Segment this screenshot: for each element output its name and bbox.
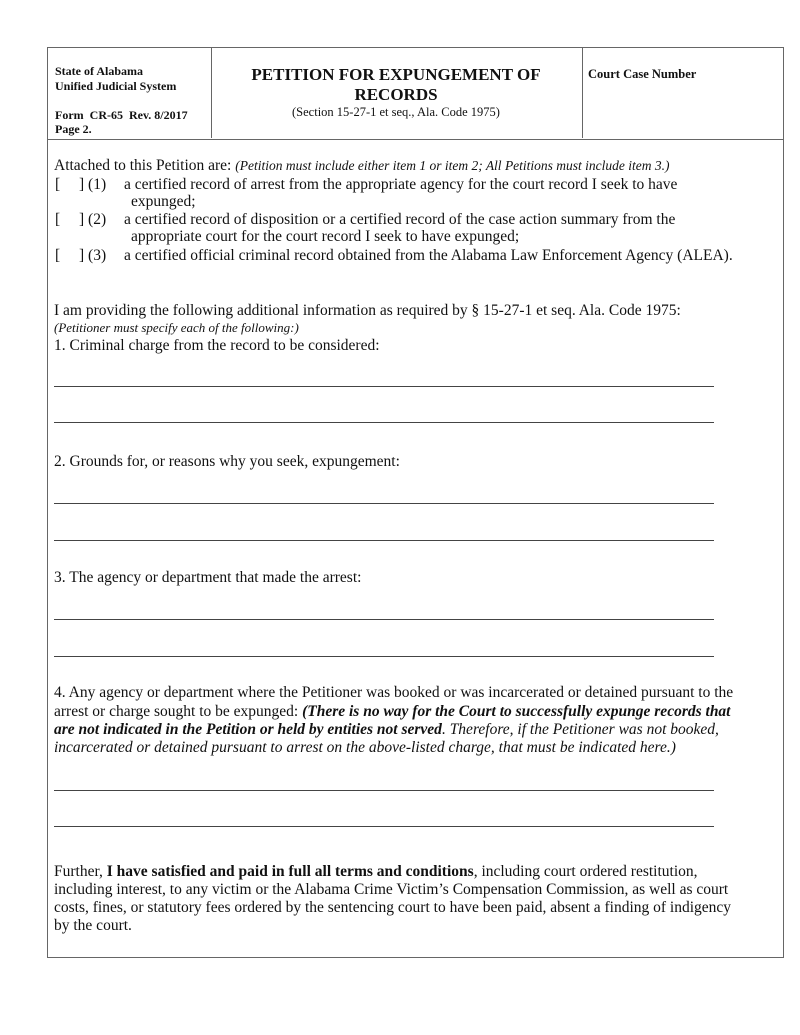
attachments-intro-text: Attached to this Petition are: [54,157,236,174]
q4-text: arrest or charge sought to be expunged: [54,703,303,720]
form-number: Form CR-65 Rev. 8/2017 [55,108,188,122]
answer-1-line-2[interactable] [54,422,714,423]
item-2-text: a certified record of disposition or a certified record of the case action summary from the [124,211,676,228]
info-intro: I am providing the following additional information as required by § 15-27-1 et seq. Ala. Code 1975: [54,302,681,319]
answer-3-line-1[interactable] [54,619,714,620]
checkbox-item-2[interactable]: [ [55,211,61,228]
further-line2: including interest, to any victim or the Alabama Crime Victim’s Compensation Commission, as well as court [54,881,729,898]
question-4-line4: incarcerated or detained pursuant to arrest on the above-listed charge, that must be indicated here.) [54,739,676,756]
further-bold: I have satisfied and paid in full all terms and conditions [106,863,474,880]
answer-4-line-2[interactable] [54,826,714,827]
q4-warning-cont: are not indicated in the Petition or held by entities not served [54,721,442,738]
answer-4-line-1[interactable] [54,790,714,791]
attachments-intro [54,157,670,175]
item-3-text: a certified official criminal record obtained from the Alabama Law Enforcement Agency (ALEA). [124,247,733,264]
question-3: 3. The agency or department that made the arrest: [54,569,362,586]
question-4-line1: 4. Any agency or department where the Petitioner was booked or was incarcerated or detained pursuant to the [54,684,734,701]
item-2-number: ] (2) [79,211,107,228]
page-number: Page 2. [55,122,92,136]
org-line2: Unified Judicial System [55,79,177,93]
further-line3: costs, fines, or statutory fees ordered by the sentencing court to have been paid, absent a finding of indigency [54,899,732,916]
q4-warning: (There is no way for the Court to successfully expunge records that [302,703,731,720]
question-4-line2 [54,703,731,721]
checkbox-item-3[interactable]: [ [55,247,61,264]
question-4-line3 [54,721,719,739]
item-3-number: ] (3) [79,247,107,264]
further-c: , including court ordered restitution, [473,863,698,880]
further-a: Further, [54,863,107,880]
question-2: 2. Grounds for, or reasons why you seek, expungement: [54,453,400,470]
question-1: 1. Criminal charge from the record to be considered: [54,337,380,354]
title-line2: RECORDS [354,85,438,104]
checkbox-item-1[interactable]: [ [55,176,61,193]
info-note: (Petitioner must specify each of the following:) [54,320,299,335]
answer-1-line-1[interactable] [54,386,714,387]
answer-2-line-1[interactable] [54,503,714,504]
item-1-text: a certified record of arrest from the appropriate agency for the court record I seek to have [124,176,678,193]
q4-note: . Therefore, if the Petitioner was not booked, [441,721,719,738]
title-line1: PETITION FOR EXPUNGEMENT OF [251,65,541,84]
answer-3-line-2[interactable] [54,656,714,657]
subtitle: (Section 15-27-1 et seq., Ala. Code 1975) [292,105,500,119]
item-1-text-cont: expunged; [131,193,196,210]
answer-2-line-2[interactable] [54,540,714,541]
court-case-number-label: Court Case Number [588,67,697,81]
further-line4: by the court. [54,917,132,934]
org-line1: State of Alabama [55,64,143,78]
further-line1 [54,863,698,881]
item-1-number: ] (1) [79,176,107,193]
attachments-note: (Petition must include either item 1 or item 2; All Petitions must include item 3.) [235,158,670,173]
item-2-text-cont: appropriate court for the court record I seek to have expunged; [131,228,520,245]
